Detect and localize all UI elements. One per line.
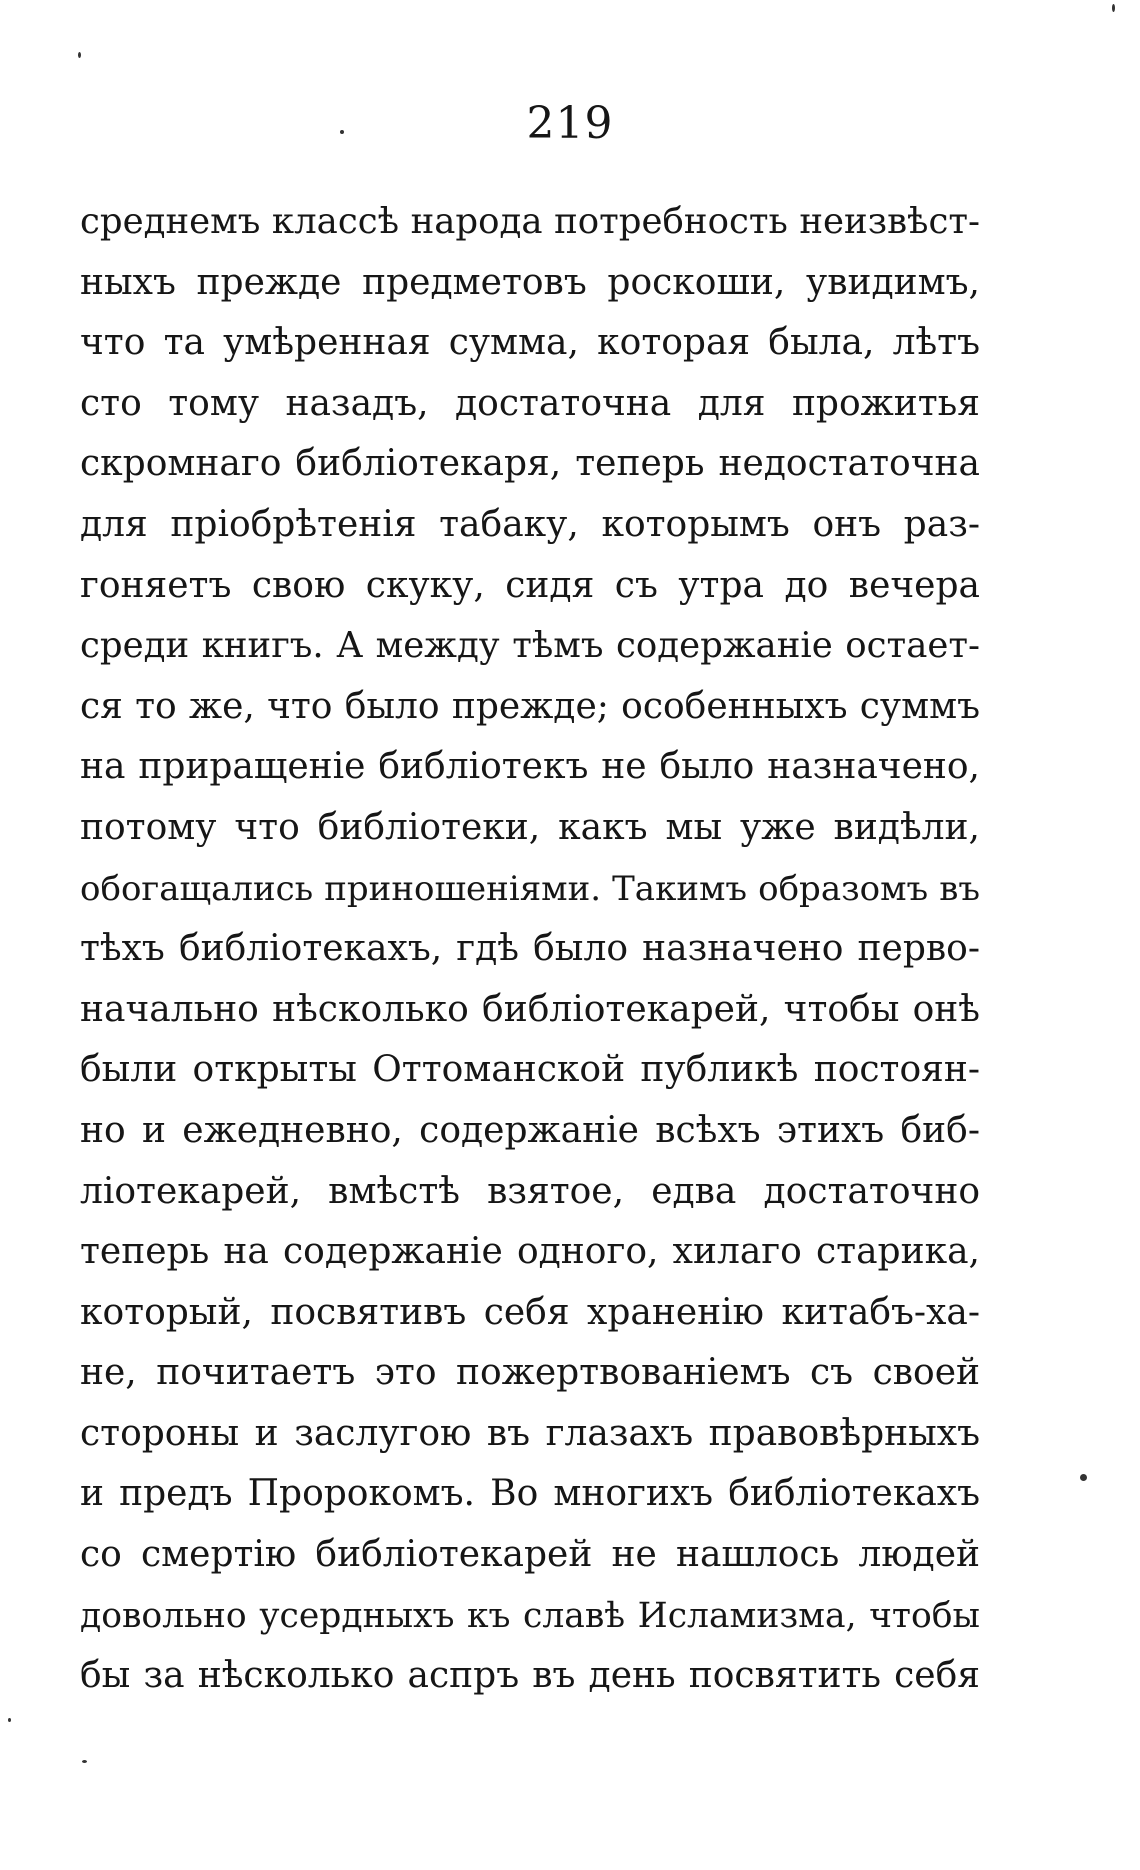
scan-speck [340,130,344,134]
scan-speck [1112,4,1115,12]
body-text [80,192,980,1707]
text-line: что та умѣренная сумма, которая была, лѣтъ [80,322,980,364]
text-line: теперь на содержаніе одного, хилаго старика, [80,1231,980,1273]
text-line: не, почитаетъ это пожертвованіемъ съ своей [80,1352,980,1394]
text-line: на приращеніе библіотекъ не было назначено, [80,746,980,788]
scan-speck [8,1718,11,1722]
text-line: тѣхъ библіотекахъ, гдѣ было назначено перво- [80,928,980,970]
text-line: но и ежедневно, содержаніе всѣхъ этихъ биб- [80,1109,980,1151]
text-line: бы за нѣсколько аспръ въ день посвятить себя [80,1655,980,1697]
text-line: ся то же, что было прежде; особенныхъ суммъ [80,685,980,727]
text-line: для пріобрѣтенія табаку, которымъ онъ раз- [80,503,980,545]
text-line: скромнаго библіотекаря, теперь недостаточна [80,443,980,485]
text-line: среднемъ классѣ народа потребность неизвѣст- [80,201,980,242]
text-line: начально нѣсколько библіотекарей, чтобы онѣ [80,988,980,1030]
text-line: ныхъ прежде предметовъ роскоши, увидимъ, [80,261,980,303]
text-line: со смертію библіотекарей не нашлось людей [80,1534,980,1576]
text-line: были открыты Оттоманской публикѣ постоян- [80,1049,980,1091]
text-line: ліотекарей, вмѣстѣ взятое, едва достаточно [80,1170,980,1212]
text-line: среди книгъ. А между тѣмъ содержаніе остает- [80,625,980,667]
text-line: стороны и заслугою въ глазахъ правовѣрныхъ [80,1412,980,1454]
scan-speck [82,1760,87,1763]
scan-speck [1080,1474,1087,1481]
text-line: сто тому назадъ, достаточна для прожитья [80,382,980,424]
scan-speck [78,52,81,58]
page-number: 219 [526,98,614,149]
text-line: обогащались приношеніями. Такимъ образомъ въ [80,868,980,909]
text-line: который, посвятивъ себя храненію китабъ-ха- [80,1291,980,1333]
text-line: потому что библіотеки, какъ мы уже видѣли, [80,806,980,848]
text-line: довольно усердныхъ къ славѣ Исламизма, чтобы [80,1595,980,1636]
text-line: гоняетъ свою скуку, сидя съ утра до вечера [80,564,980,606]
text-line: и предъ Пророкомъ. Во многихъ библіотекахъ [80,1473,980,1515]
